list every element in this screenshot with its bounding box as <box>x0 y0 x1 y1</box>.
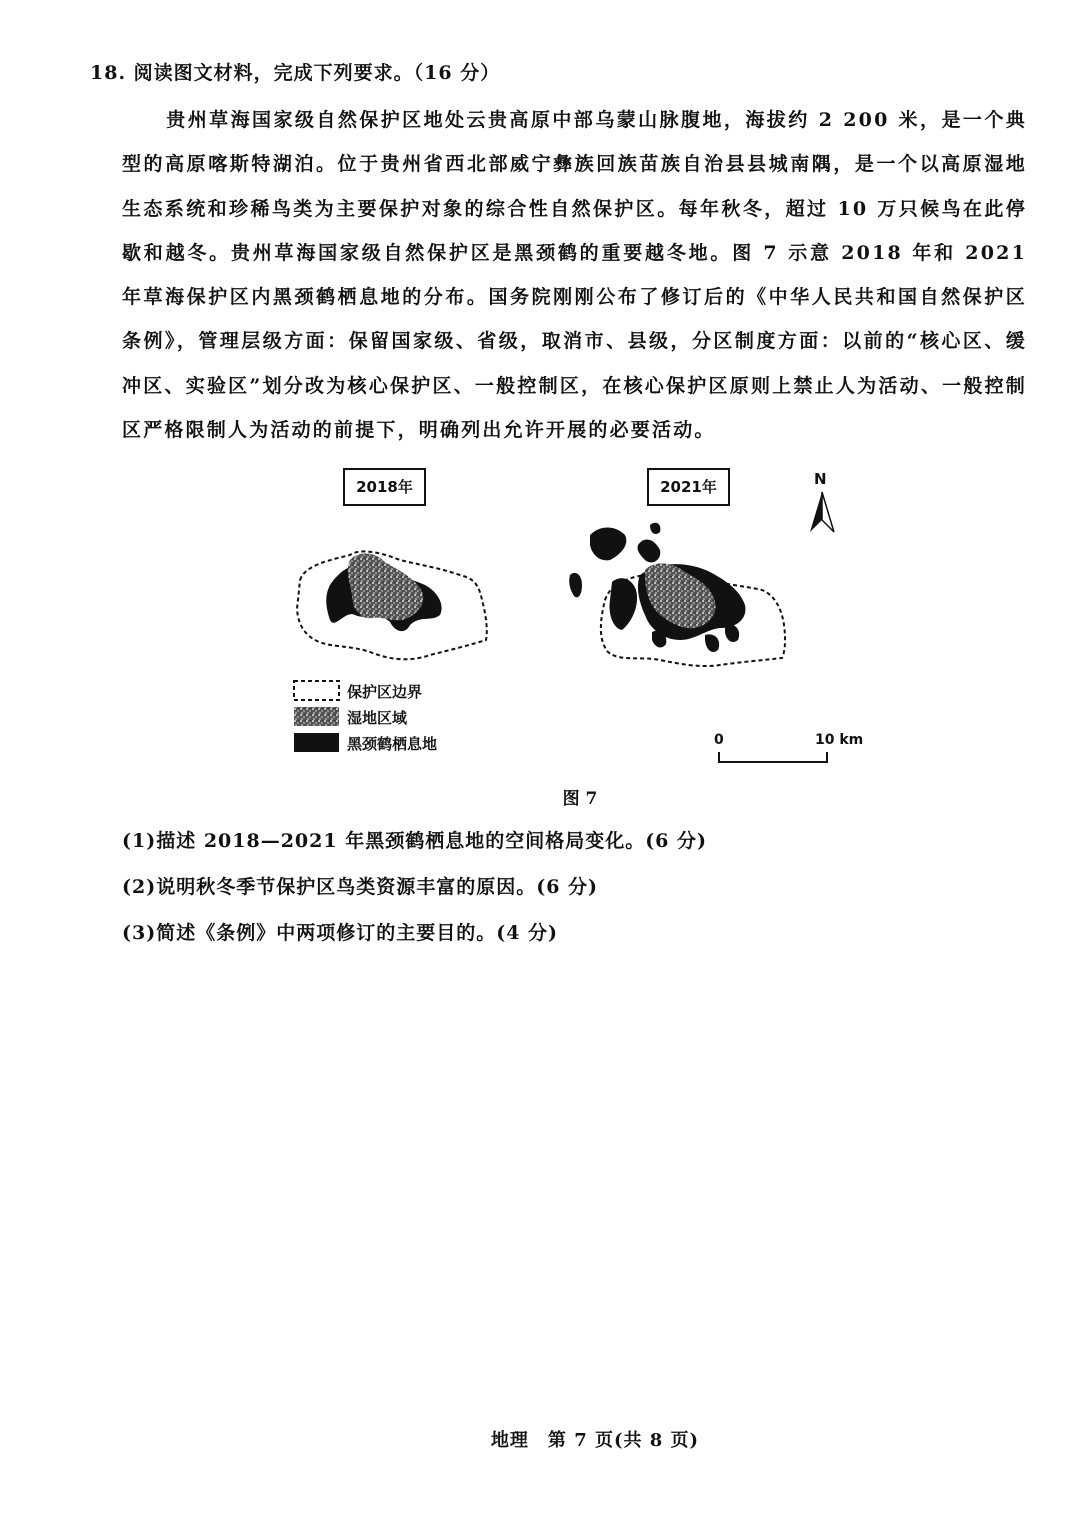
habitat-2021-b <box>637 540 660 563</box>
sub-question-3: (3)简述《条例》中两项修订的主要目的。(4 分) <box>122 922 559 944</box>
legend-wetland-swatch <box>294 707 339 726</box>
passage-text: 贵州草海国家级自然保护区地处云贵高原中部乌蒙山脉腹地，海拔约 2 200 米，是一个典型的高原喀斯特湖泊。位于贵州省西北部威宁彝族回族苗族自治县县城南隅，是一个以高原湿地生态系统和珍稀鸟类为主要保护对象的综合性自然保护区。每年秋冬，超过 10 万只候鸟在此停歇和越冬。贵州草海国家级自然保护区是黑颈鹤的重要越冬地。图 7 示意 2018 年和 2021 年草海保护区内黑颈鹤栖息地的分布。国务院刚刚公布了修订后的《中华人民共和国自然保护区条例》，管理层级方面：保留国家级、省级，取消市、县级，分区制度方面：以前的“核心区、缓冲区、实验区”划分改为核心保护区、一般控制区，在核心保护区原则上禁止人为活动、一般控制区严格限制人为活动的前提下，明确列出允许开展的必要活动。 <box>122 109 1027 442</box>
scale-bar <box>719 752 827 762</box>
habitat-2021-g <box>652 631 666 648</box>
question-passage <box>122 98 1027 452</box>
question-title: 18. 阅读图文材料，完成下列要求。（16 分） <box>90 62 501 84</box>
habitat-2021-e <box>610 578 638 630</box>
habitat-2021-c <box>650 523 660 534</box>
legend-habitat-swatch <box>294 733 339 752</box>
habitat-2021-h <box>705 634 719 652</box>
legend-habitat-label: 黑颈鹤栖息地 <box>347 735 438 753</box>
sub-question-1: (1)描述 2018—2021 年黑颈鹤栖息地的空间格局变化。(6 分) <box>122 830 708 852</box>
habitat-2021-a <box>590 528 626 561</box>
habitat-2021-f <box>638 564 745 640</box>
wetland-2018 <box>348 553 423 620</box>
habitat-2018 <box>326 565 441 631</box>
map-2018 <box>297 551 487 659</box>
wetland-2021 <box>645 563 716 628</box>
scale-end-label: 10 km <box>815 732 864 748</box>
legend-boundary-label: 保护区边界 <box>347 683 423 701</box>
map-2021-label: 2021年 <box>647 468 730 506</box>
habitat-2021-d <box>569 573 582 598</box>
north-label: N <box>814 470 827 488</box>
page-footer: 地理 第 7 页(共 8 页) <box>490 1430 700 1451</box>
boundary-2018 <box>297 551 487 659</box>
map-2021 <box>569 523 785 666</box>
legend-boundary-swatch <box>294 681 339 700</box>
figure-caption: 图 7 <box>562 789 598 809</box>
habitat-2021-i <box>725 624 739 642</box>
north-arrow-icon <box>810 492 834 532</box>
scale-start-label: 0 <box>714 732 724 748</box>
legend-wetland-label: 湿地区域 <box>347 709 408 727</box>
map-2018-label: 2018年 <box>343 468 426 506</box>
boundary-2021 <box>601 571 785 666</box>
sub-question-2: (2)说明秋冬季节保护区鸟类资源丰富的原因。(6 分) <box>122 876 599 898</box>
